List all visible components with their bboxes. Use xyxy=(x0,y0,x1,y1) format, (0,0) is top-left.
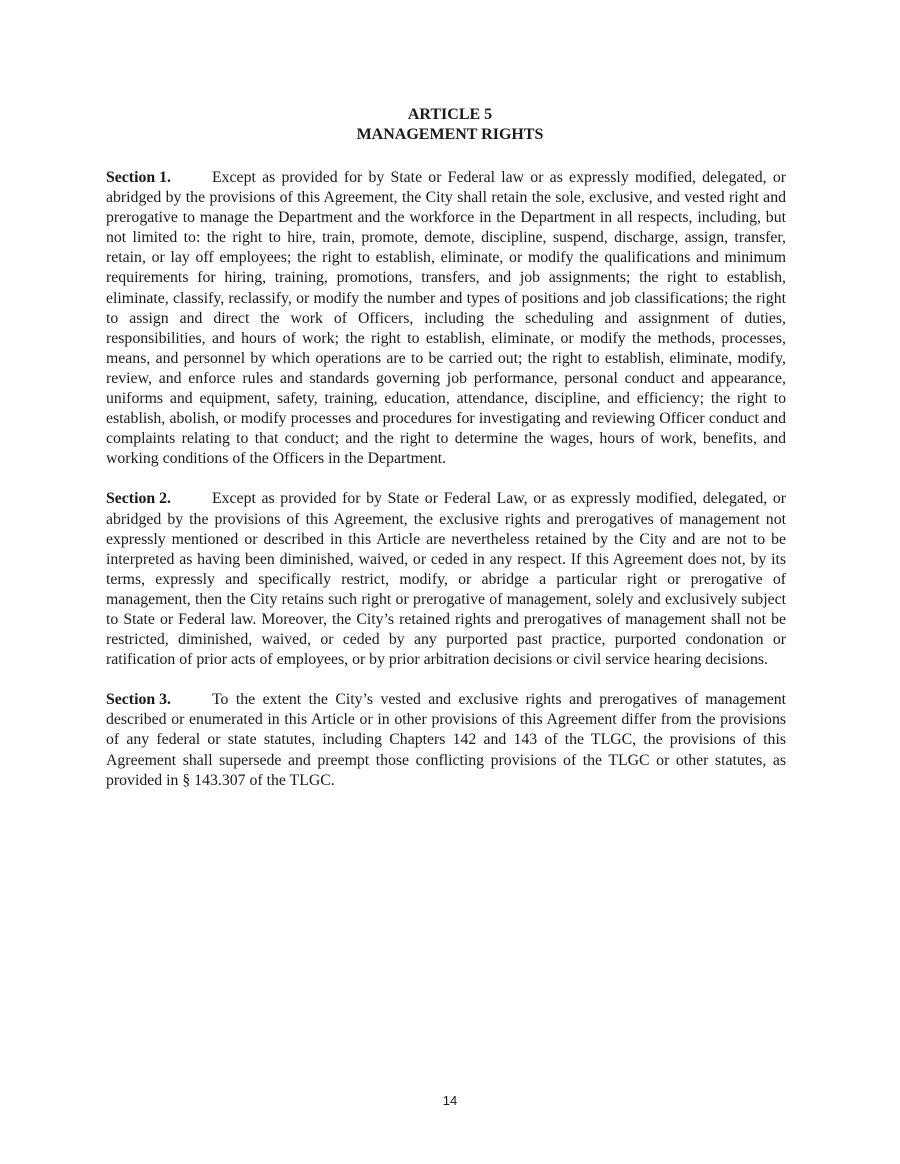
page-number: 14 xyxy=(442,1093,458,1108)
section-1-text: Except as provided for by State or Federal law or as expressly modified, delegated, or abridged by the provisions of this Agreement, the City shall retain the sole, exclusive, and vested right and prerogative to manage the Department and the workforce in the Department in all respects, including, but not limited to: the right to hire, train, promote, demote, discipline, suspend, discharge, assign, transfer, retain, or lay off employees; the right to establish, eliminate, or modify the qualifications and minimum requirements for hiring, training, promotions, transfers, and job assignments; the right to establish, eliminate, classify, reclassify, or modify the number and types of positions and job classifications; the right to assign and direct the work of Officers, including the scheduling and assignment of duties, responsibilities, and hours of work; the right to establish, eliminate, or modify the methods, processes, means, and personnel by which operations are to be carried out; the right to establish, eliminate, modify, review, and enforce rules and standards governing job performance, personal conduct and appearance, uniforms and equipment, safety, training, education, attendance, discipline, and efficiency; the right to establish, abolish, or modify processes and procedures for investigating and reviewing Officer conduct and complaints relating to that conduct; and the right to determine the wages, hours of work, benefits, and working conditions of the Officers in the Department. xyxy=(106,169,786,468)
section-2 xyxy=(106,489,786,670)
section-3 xyxy=(106,690,786,790)
section-2-label: Section 2. xyxy=(106,490,171,508)
article-title: MANAGEMENT RIGHTS xyxy=(356,126,544,143)
section-3-label: Section 3. xyxy=(106,691,171,709)
section-1 xyxy=(106,168,786,469)
section-3-text: To the extent the City’s vested and exclusive rights and prerogatives of management described or enumerated in this Article or in other provisions of this Agreement differ from the provisions of any federal or state statutes, including Chapters 142 and 143 of the TLGC, the provisions of this Agreement shall supersede and preempt those conflicting provisions of the TLGC or other statutes, as provided in § 143.307 of the TLGC. xyxy=(106,691,786,789)
article-number: ARTICLE 5 xyxy=(407,106,493,123)
section-1-label: Section 1. xyxy=(106,169,171,186)
article-heading xyxy=(0,105,900,145)
article-body xyxy=(106,168,786,811)
section-2-text: Except as provided for by State or Federal Law, or as expressly modified, delegated, or abridged by the provisions of this Agreement, the exclusive rights and prerogatives of management not expressly mentioned or described in this Article are nevertheless retained by the City and are not to be interpreted as having been diminished, waived, or ceded in any respect. If this Agreement does not, by its terms, expressly and specifically restrict, modify, or abridge a particular right or prerogative of management, then the City retains such right or prerogative of management, solely and exclusively subject to State or Federal law. Moreover, the City’s retained rights and prerogatives of management shall not be restricted, diminished, waived, or ceded by any purported past practice, purported condonation or ratification of prior acts of employees, or by prior arbitration decisions or civil service hearing decisions. xyxy=(106,490,786,669)
